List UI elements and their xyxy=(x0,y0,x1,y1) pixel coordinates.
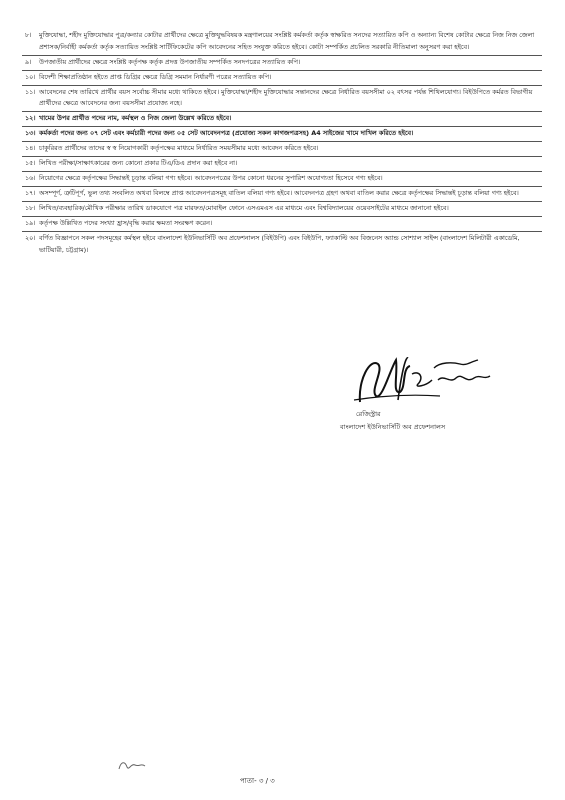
list-item xyxy=(25,173,540,185)
item-number: ১১। xyxy=(25,87,36,96)
signature-block xyxy=(340,350,540,432)
list-item xyxy=(25,128,540,140)
item-number: ১০। xyxy=(25,72,36,81)
item-number: ১৬। xyxy=(25,174,36,183)
list-item xyxy=(25,30,540,53)
item-number: ৮। xyxy=(25,31,32,39)
item-number: ১৩। xyxy=(25,129,36,138)
item-text: উপজাতীয় প্রার্থীদের ক্ষেত্রে সংশ্লিষ্ট কর্তৃপক্ষ কর্তৃক প্রদত্ত উপজাতীয় সম্পর্কিত সনদপত্রের সত্যায়িত কপি। xyxy=(39,57,301,66)
list-item xyxy=(25,158,540,170)
row-divider xyxy=(22,171,542,172)
row-divider xyxy=(22,126,542,127)
row-divider xyxy=(22,156,542,157)
item-text: মুক্তিযোদ্ধা, শহীদ মুক্তিযোদ্ধার পুত্র/কন্যার কোটার প্রার্থীদের ক্ষেত্রে মুক্তিযুদ্ধবিষয়ক মন্ত্রণালয়ের সংশ্লিষ্ট কর্মকর্তা কর্তৃক স্বাক্ষরিত সনদের সত্যায়িত কপি ও অন্যান্য বিশেষ কোটার ক্ষেত্রে নিজ নিজ জেলা প্রশাসক/নির্বাহী কর্মকর্তা কর্তৃক সত্যায়িত সংশ্লিষ্ট সার্টিফিকেটের কপি আবেদনের সহিত সংযুক্ত করিতে হইবে। কোটা সম্পর্কিত প্রচলিত সরকারি নীতিমালা অনুসরণ করা হইবে। xyxy=(39,31,535,51)
list-item xyxy=(25,57,540,69)
item-number: ১৫। xyxy=(25,159,36,168)
item-number: ২০। xyxy=(25,234,36,242)
row-divider xyxy=(22,55,542,56)
row-divider xyxy=(22,231,542,232)
item-text: চাকুরিরত প্রার্থীদের তাদের স্ব স্ব নিয়োগকারী কর্তৃপক্ষের মাধ্যমে নির্ধারিত সময়সীমার মধ্যে আবেদন করিতে হইবে। xyxy=(39,144,319,153)
item-number: ১৯। xyxy=(25,219,36,228)
handwritten-signature xyxy=(340,350,510,412)
item-number: ১২। xyxy=(25,114,36,123)
row-divider xyxy=(22,186,542,187)
item-text: নিয়োগের ক্ষেত্রে কর্তৃপক্ষের সিদ্ধান্তই চূড়ান্ত বলিয়া গণ্য হইবে। আবেদনপত্রের উপর কোনো ধরনের সুপারিশ অযোগ্যতা হিসেবে গণ্য হইবে। xyxy=(39,174,383,183)
item-text: বর্ণিত বিজ্ঞাপনে সকল পদসমূহের কর্মস্থল হইবে বাংলাদেশ ইউনিভার্সিটি অব প্রফেশনালস (বিইউপি) এবং বিইউপি, ফ্যাকাল্টি অব বিজনেস অ্যান্ড সোশ্যাল সাইন্স (বাংলাদেশ মিলিটারী একাডেমি, ভাটিয়ারী, চট্টগ্রাম)। xyxy=(39,234,520,254)
page-number: পাতা- ৩ / ৩ xyxy=(240,777,275,785)
row-divider xyxy=(22,201,542,202)
row-divider xyxy=(22,141,542,142)
signatory-designation: রেজিস্ট্রার xyxy=(356,410,381,418)
list-item xyxy=(25,87,540,110)
item-text: আবেদনের শেষ তারিখে প্রার্থীর বয়স সর্বোচ্চ সীমার মধ্যে থাকিতে হইবে। মুক্তিযোদ্ধা/শহীদ মুক্তিযোদ্ধার সন্তানদের ক্ষেত্রে নির্ধারিত বয়সসীমা ০২ বৎসর পর্যন্ত শিথিলযোগ্য। বিইউপিতে কর্মরত বিভাগীয় প্রার্থীদের ক্ষেত্রে আবেদনের জন্য বয়সসীমা প্রযোজ্য নহে। xyxy=(39,87,533,108)
item-text: অসম্পূর্ণ, ত্রুটিপূর্ণ, ভুল তথ্য সংবলিত অথবা বিলম্বে প্রাপ্ত আবেদনপত্রসমূহ বাতিল বলিয়া গণ্য হইবে। আবেদনপত্র গ্রহণ অথবা বাতিল করার ক্ষেত্রে কর্তৃপক্ষের সিদ্ধান্তই চূড়ান্ত বলিয়া গণ্য হইবে। xyxy=(39,189,519,198)
row-divider xyxy=(22,85,542,86)
item-number: ১৮। xyxy=(25,204,36,213)
item-text: লিখিত/ব্যবহারিক/মৌখিক পরীক্ষার তারিখ ডাকযোগে পত্র মারফত/মোবাইল ফোনে এসএমএস এর মাধ্যমে এবং বিশ্ববিদ্যালয়ের ওয়েবসাইটের মাধ্যমে জানানো হইবে। xyxy=(39,204,449,213)
item-number: ১৪। xyxy=(25,144,36,153)
conditions-list xyxy=(25,30,540,260)
list-item xyxy=(25,143,540,155)
list-item xyxy=(25,203,540,215)
item-text: খামের উপর প্রার্থীত পদের নাম, কর্মস্থল ও নিজ জেলা উল্লেখ করিতে হইবে। xyxy=(39,114,232,123)
list-item xyxy=(25,72,540,84)
item-number: ১৭। xyxy=(25,189,36,198)
item-text: কর্মকর্তা পদের জন্য ০৭ সেট এবং কর্মচারী পদের জন্য ০৫ সেট আবেদনপত্র (প্রযোজ্য সকল কাগজপত্রসহ) A4 সাইজের খামে দাখিল করিতে হইবে। xyxy=(39,129,414,138)
pen-scribble-mark xyxy=(115,757,149,773)
list-item xyxy=(25,233,540,256)
signatory-organization: বাংলাদেশ ইউনিভার্সিটি অব প্রফেশনালস xyxy=(340,423,446,431)
list-item xyxy=(25,188,540,200)
row-divider xyxy=(22,111,542,112)
list-item xyxy=(25,113,540,125)
item-text: বিদেশী শিক্ষাপ্রতিষ্ঠান হইতে প্রাপ্ত ডিগ্রির ক্ষেত্রে ডিগ্রি সমমান নির্ধারণী পত্রের সত্যায়িত কপি। xyxy=(39,72,272,81)
item-text: কর্তৃপক্ষ উল্লিখিত পদের সংখ্যা হ্রাস/বৃদ্ধি করার ক্ষমতা সংরক্ষণ করেন। xyxy=(39,219,213,228)
item-number: ৯। xyxy=(25,57,32,66)
list-item xyxy=(25,218,540,230)
row-divider xyxy=(22,216,542,217)
row-divider xyxy=(22,70,542,71)
item-text: লিখিত পরীক্ষা/সাক্ষাৎকারের জন্য কোনো প্রকার টিএ/ডিএ প্রদান করা হইবে না। xyxy=(39,159,238,168)
